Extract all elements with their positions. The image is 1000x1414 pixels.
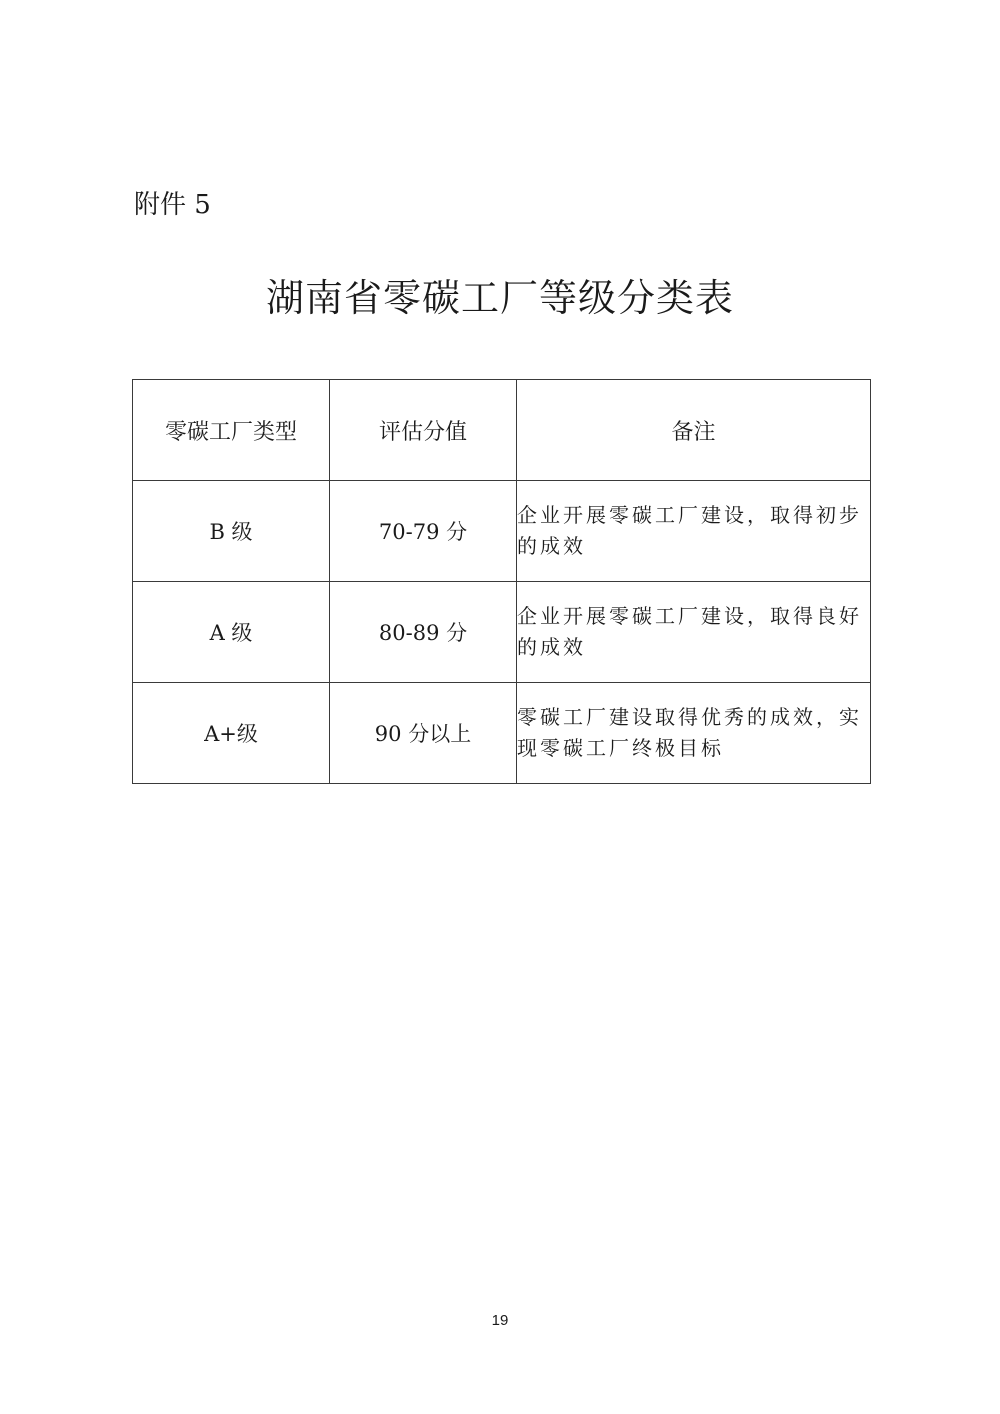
table-row (133, 582, 871, 683)
cell-remark: 企业开展零碳工厂建设，取得良好的成效 (517, 582, 871, 683)
cell-score: 80-89 分 (330, 582, 517, 683)
table-row (133, 683, 871, 784)
table-row (133, 481, 871, 582)
header-factory-type: 零碳工厂类型 (133, 380, 330, 481)
grade-classification-table (132, 379, 871, 784)
cell-factory-type: B 级 (133, 481, 330, 582)
cell-remark: 零碳工厂建设取得优秀的成效，实现零碳工厂终极目标 (517, 683, 871, 784)
cell-remark: 企业开展零碳工厂建设，取得初步的成效 (517, 481, 871, 582)
header-score: 评估分值 (330, 380, 517, 481)
cell-score: 70-79 分 (330, 481, 517, 582)
cell-factory-type: A 级 (133, 582, 330, 683)
cell-factory-type: A+级 (133, 683, 330, 784)
cell-score: 90 分以上 (330, 683, 517, 784)
page-number: 19 (491, 1312, 509, 1329)
header-remark: 备注 (517, 380, 871, 481)
page-title: 湖南省零碳工厂等级分类表 (265, 276, 734, 320)
table-header-row (133, 380, 871, 481)
attachment-label: 附件 5 (134, 190, 211, 220)
